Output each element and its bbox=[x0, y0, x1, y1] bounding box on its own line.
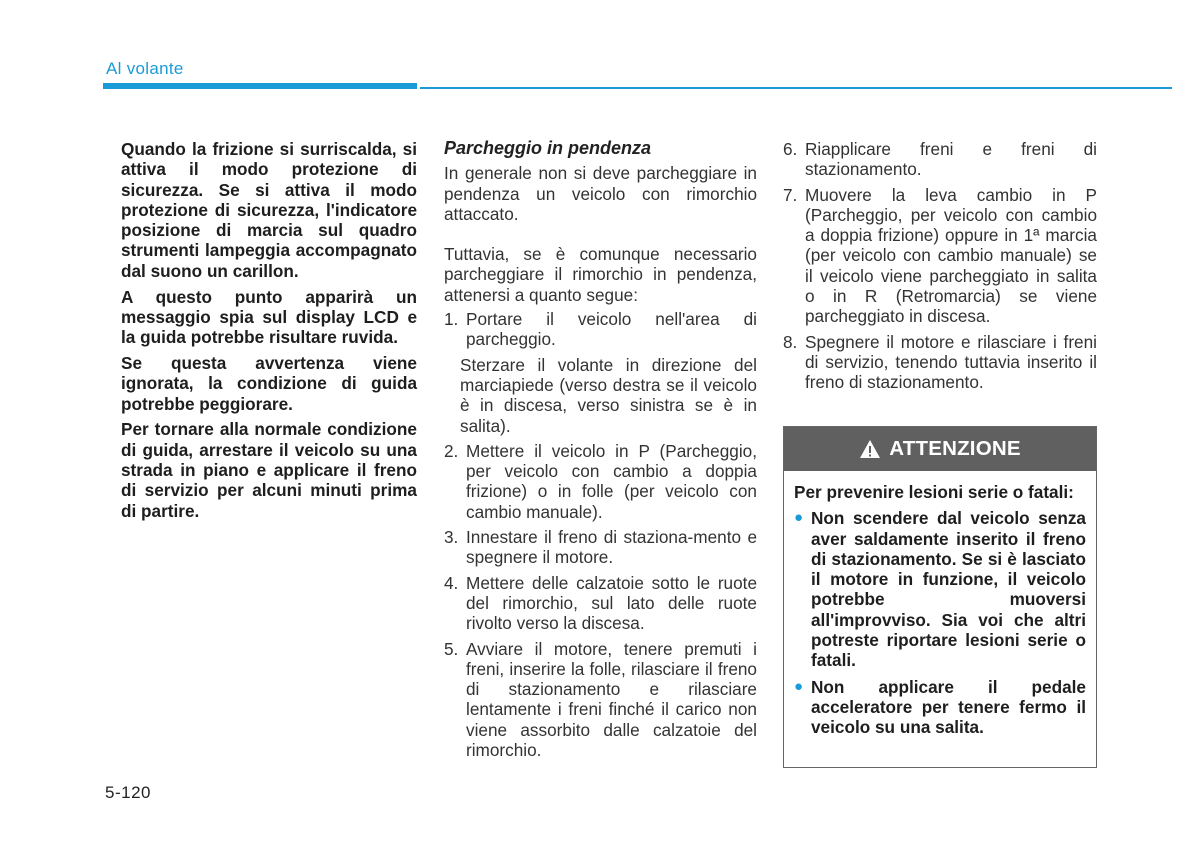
paragraph: Per tornare alla normale condizione di guida, arrestare il veicolo su una strada in piano e applicare il freno di servizio per alcuni minuti prima di partire. bbox=[121, 419, 417, 521]
list-text: Spegnere il motore e rilasciare i freni di servizio, tenendo tuttavia inserito il freno di stazionamento. bbox=[805, 331, 1097, 393]
list-number: 2. bbox=[444, 440, 459, 461]
paragraph: Quando la frizione si surriscalda, si attiva il modo protezione di sicurezza. Se si attiva il modo protezione di sicurezza, l'indicatore posizione di marcia sul quadro strumenti lampeggia accompagnato dal suono un carillon. bbox=[121, 139, 417, 281]
list-text: Innestare il freno di staziona-mento e spegnere il motore. bbox=[466, 527, 757, 568]
warning-body bbox=[784, 471, 1096, 738]
bullet-icon: ● bbox=[794, 677, 804, 695]
list-number: 8. bbox=[783, 331, 798, 352]
section-title: Al volante bbox=[106, 59, 184, 78]
list-text: Mettere il veicolo in P (Parcheggio, per veicolo con cambio a doppia frizione) o in folle (per veicolo con cambio manuale). bbox=[466, 440, 757, 522]
list-text: Mettere delle calzatoie sotto le ruote del rimorchio, sul lato delle ruote rivolto verso la discesa. bbox=[466, 572, 757, 634]
list-item bbox=[783, 332, 1097, 393]
list-item bbox=[444, 309, 757, 436]
list-text: Muovere la leva cambio in P (Parcheggio, per veicolo con cambio a doppia frizione) oppure in 1ª marcia (per veicolo con cambio manuale) se il veicolo viene parcheggiato in salita o in R (Retromarcia) se viene parcheggiato in discesa. bbox=[805, 184, 1097, 327]
bullet-text: Non applicare il pedale acceleratore per tenere fermo il veicolo su una salita. bbox=[811, 676, 1086, 738]
paragraph: Se questa avvertenza viene ignorata, la condizione di guida potrebbe peggiorare. bbox=[121, 352, 417, 414]
list-subtext: Sterzare il volante in direzione del marciapiede (verso destra se il veicolo è in discesa, verso sinistra se è in salita). bbox=[460, 354, 757, 436]
column-middle bbox=[444, 138, 757, 765]
bullet-icon: ● bbox=[794, 509, 804, 527]
page-number: 5-120 bbox=[105, 783, 151, 802]
bullet-item bbox=[794, 508, 1086, 670]
warning-lead: Per prevenire lesioni serie o fatali: bbox=[794, 482, 1074, 502]
list-text: Riapplicare freni e freni di stazionamento. bbox=[805, 139, 1097, 180]
warning-triangle-icon bbox=[859, 439, 881, 459]
paragraph: A questo punto apparirà un messaggio spia sul display LCD e la guida potrebbe risultare ruvida. bbox=[121, 286, 417, 348]
bullet-text: Non scendere dal veicolo senza aver saldamente inserito il freno di stazionamento. Se si è lasciato il motore in funzione, il veicolo potrebbe muoversi all'improvviso. Sia voi che altri potreste riportare lesioni serie o fatali. bbox=[811, 508, 1086, 671]
column-right bbox=[783, 139, 1097, 398]
warning-box bbox=[783, 426, 1097, 768]
list-item bbox=[783, 185, 1097, 327]
list-text: Portare il veicolo nell'area di parcheggio. bbox=[466, 309, 757, 350]
warning-header bbox=[784, 427, 1096, 471]
list-item bbox=[444, 441, 757, 522]
list-number: 4. bbox=[444, 572, 459, 593]
paragraph: Tuttavia, se è comunque necessario parcheggiare il rimorchio in pendenza, attenersi a quanto segue: bbox=[444, 244, 757, 305]
list-number: 3. bbox=[444, 527, 459, 548]
warning-title: ATTENZIONE bbox=[889, 437, 1021, 460]
list-item bbox=[783, 139, 1097, 180]
list-text: Avviare il motore, tenere premuti i freni, inserire la folle, rilasciare il freno di stazionamento e rilasciare lentamente i freni finché il carico non viene assorbito dalle calzatoie del rimorchio. bbox=[466, 638, 757, 761]
header-rule-thick bbox=[103, 83, 417, 89]
header-rule-thin bbox=[420, 87, 1172, 89]
list-number: 6. bbox=[783, 139, 798, 159]
list-item bbox=[444, 639, 757, 761]
column-left bbox=[121, 139, 417, 526]
list-number: 7. bbox=[783, 184, 798, 205]
list-item bbox=[444, 573, 757, 634]
list-number: 1. bbox=[444, 309, 459, 330]
subheading: Parcheggio in pendenza bbox=[444, 138, 652, 158]
list-item bbox=[444, 527, 757, 568]
list-number: 5. bbox=[444, 638, 459, 659]
paragraph: In generale non si deve parcheggiare in pendenza un veicolo con rimorchio attaccato. bbox=[444, 163, 757, 224]
bullet-item bbox=[794, 677, 1086, 738]
